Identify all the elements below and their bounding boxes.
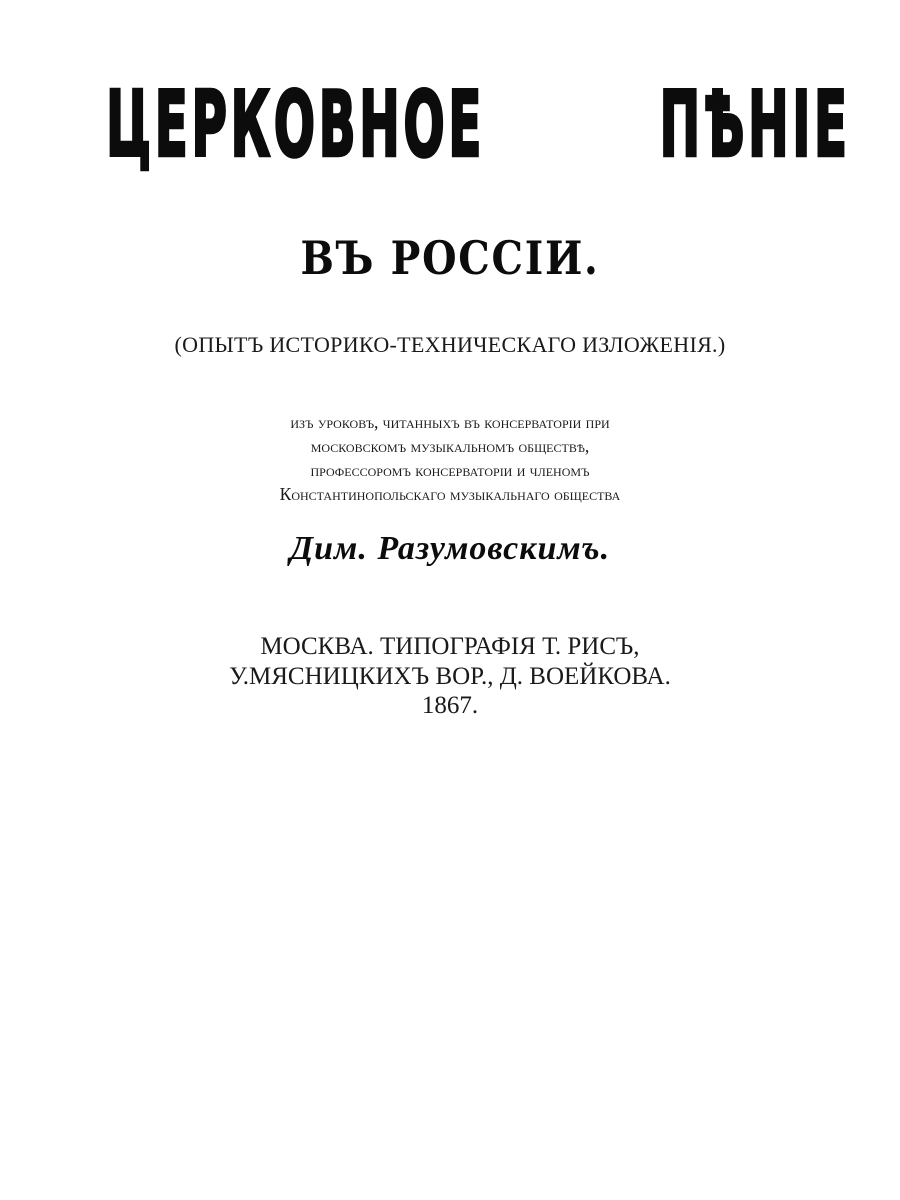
description-line-3: профессоромъ консерваторіи и членомъ <box>310 460 590 480</box>
imprint-line-2: У.МЯСНИЦКИХЪ ВОР., Д. ВОЕЙКОВА. <box>229 663 671 690</box>
description-line-2: московскомъ музыкальномъ обществѣ, <box>310 436 590 456</box>
main-title-word-1: ЦЕРКОВНОЕ <box>106 73 486 178</box>
description-line-1: изъ уроковъ, читанныхъ въ консерваторіи при <box>290 412 610 432</box>
subtitle: (ОПЫТЪ ИСТОРИКО-ТЕХНИЧЕСКАГО ИЗЛОЖЕНІЯ.) <box>174 332 726 357</box>
imprint-year: 1867. <box>421 692 479 719</box>
author-signature: Дим. Разумовскимъ. <box>289 530 611 567</box>
main-title <box>0 68 900 188</box>
title-subline: ВЪ РОССІИ. <box>300 231 600 285</box>
description-line-4: Константинопольскаго музыкальнаго общества <box>279 484 621 504</box>
main-title-word-2: ПѢНІЕ <box>659 73 852 178</box>
imprint-line-1: МОСКВА. ТИПОГРАФІЯ Т. РИСЪ, <box>260 633 640 660</box>
